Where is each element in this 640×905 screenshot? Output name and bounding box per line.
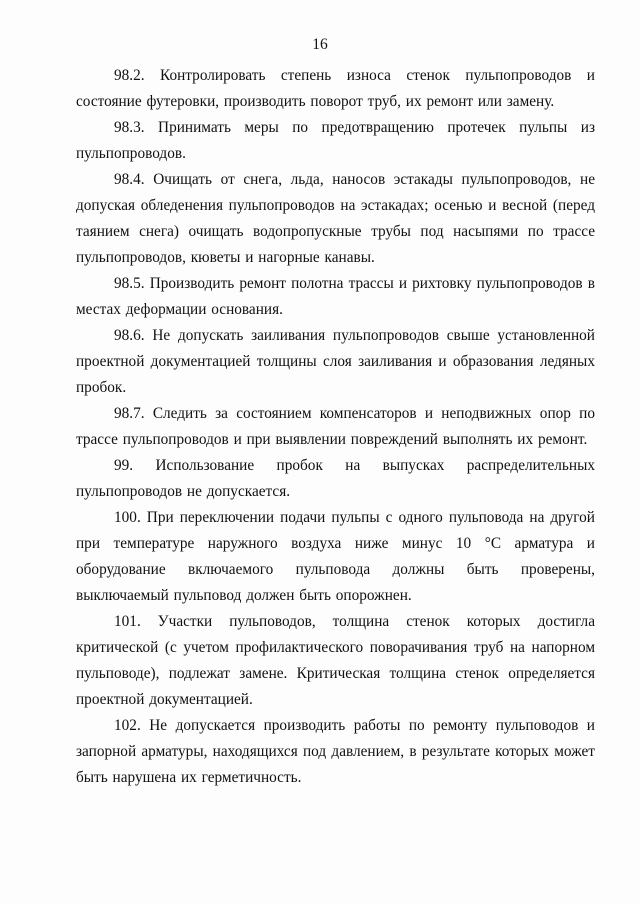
paragraph-98-5: 98.5. Производить ремонт полотна трассы и рихтовку пульпопроводов в местах деформации основания. — [76, 275, 595, 318]
paragraph-102: 102. Не допускается производить работы по ремонту пульповодов и запорной арматуры, находящихся под давлением, в результате которых может быть нарушена их герметичность. — [76, 717, 595, 786]
paragraph-98-3: 98.3. Принимать меры по предотвращению протечек пульпы из пульпопроводов. — [76, 119, 595, 162]
page-number: 16 — [312, 36, 328, 53]
paragraph-98-4: 98.4. Очищать от снега, льда, наносов эстакады пульпопроводов, не допуская обледенения пульпопроводов на эстакадах; осенью и весной (перед таянием снега) очищать водопропускные трубы под насыпями по трассе пульпопроводов, кюветы и нагорные канавы. — [76, 171, 595, 266]
paragraph-101: 101. Участки пульповодов, толщина стенок которых достигла критической (с учетом профилактического поворачивания труб на напорном пульповоде), подлежат замене. Критическая толщина стенок определяется проектной документацией. — [76, 613, 595, 708]
paragraph-100: 100. При переключении подачи пульпы с одного пульповода на другой при температуре наружного воздуха ниже минус 10 °С арматура и оборудование включаемого пульповода должны быть проверены, выключаемый пульповод должен быть опорожнен. — [76, 509, 595, 604]
paragraph-99: 99. Использование пробок на выпусках распределительных пульпопроводов не допускается. — [76, 457, 595, 500]
paragraph-98-6: 98.6. Не допускать заиливания пульпопроводов свыше установленной проектной документацией толщины слоя заиливания и образования ледяных пробок. — [76, 327, 595, 396]
document-body — [76, 63, 595, 791]
paragraph-98-2: 98.2. Контролировать степень износа стенок пульпопроводов и состояние футеровки, производить поворот труб, их ремонт или замену. — [76, 67, 595, 110]
paragraph-98-7: 98.7. Следить за состоянием компенсаторов и неподвижных опор по трассе пульпопроводов и при выявлении повреждений выполнять их ремонт. — [76, 405, 595, 448]
